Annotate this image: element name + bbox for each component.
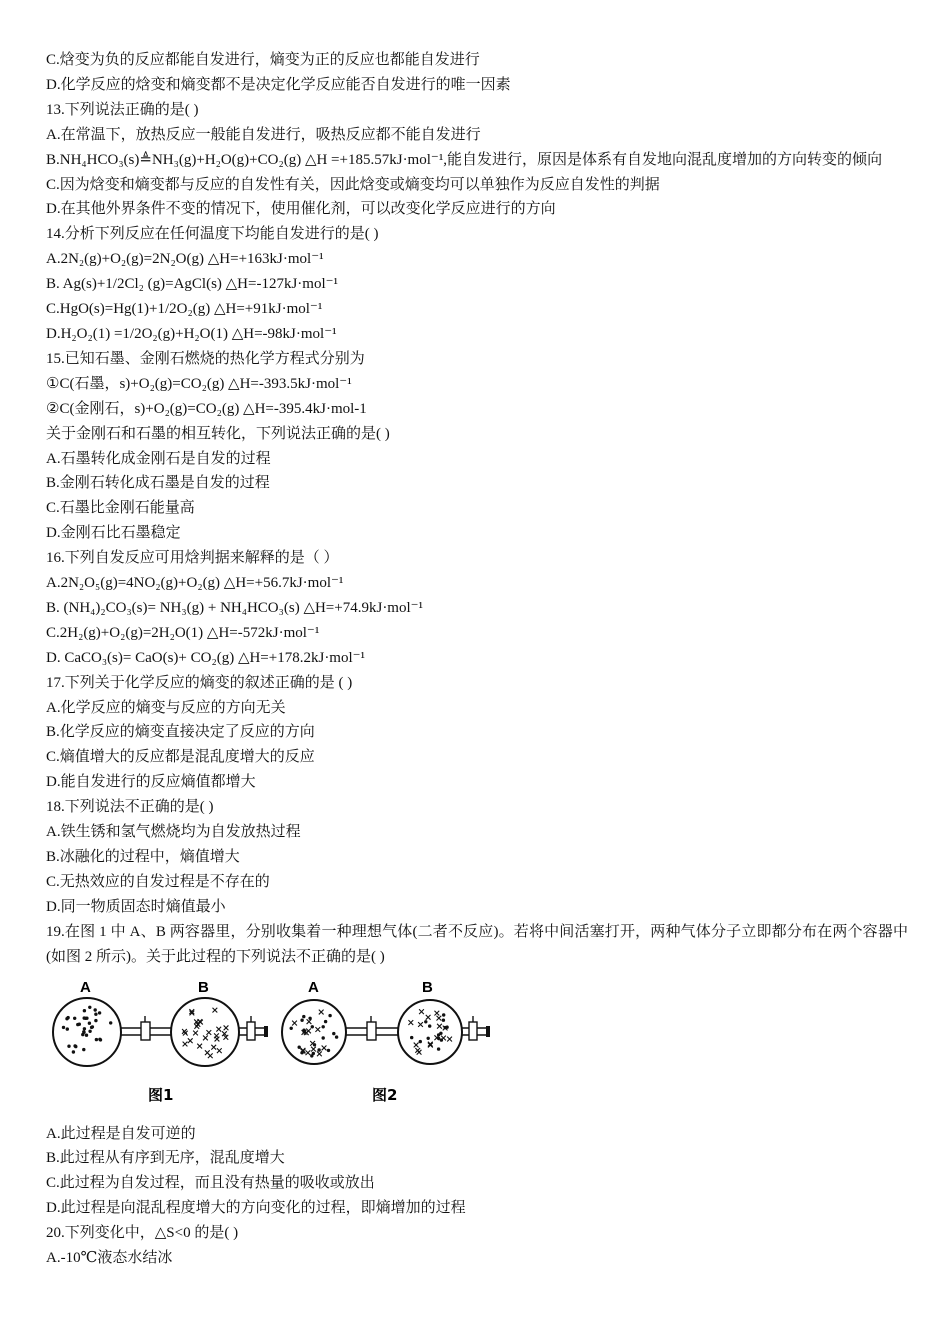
gas-molecule-dot	[95, 1037, 98, 1040]
q13-stem: 13.下列说法正确的是( )	[46, 101, 199, 118]
gas-molecule-dot	[73, 1044, 76, 1047]
gas-molecule-dot	[62, 1025, 65, 1028]
gas-molecule-cross	[182, 1029, 187, 1034]
fig2-label-b: B	[422, 978, 433, 996]
gas-molecule-cross	[197, 1043, 202, 1048]
gas-molecule-dot	[302, 1014, 305, 1017]
gas-molecule-dot	[424, 1020, 427, 1023]
gas-molecule-cross	[414, 1042, 419, 1047]
q14-option-d: D.H₂O₂(1) =1/2O₂(g)+H₂O(1) △H=-98kJ·mol⁻¹	[46, 325, 337, 342]
gas-molecule-dot	[94, 1008, 97, 1011]
q17-option-c: C.熵值增大的反应都是混乱度增大的反应	[46, 749, 315, 766]
fig1-label-b: B	[198, 978, 209, 996]
q16-option-a: A.2N₂O₅(g)=4NO₂(g)+O₂(g) △H=+56.7kJ·mol⁻¹	[46, 575, 344, 592]
q18-option-b: B.冰融化的过程中，熵值增大	[46, 849, 240, 865]
q15-question: 关于金刚石和石墨的相互转化，下列说法正确的是( )	[46, 425, 390, 442]
gas-molecule-dot	[335, 1035, 338, 1038]
gas-molecule-cross	[212, 1007, 217, 1012]
gas-diffusion-figure	[46, 972, 908, 1112]
fig1-gas-a-molecules	[62, 1005, 113, 1053]
gas-molecule-cross	[418, 1022, 423, 1027]
gas-molecule-dot	[437, 1047, 440, 1050]
fig1-container-a	[53, 998, 121, 1066]
gas-molecule-cross	[292, 1020, 297, 1025]
gas-molecule-cross	[434, 1010, 439, 1015]
gas-molecule-cross	[193, 1030, 198, 1035]
gas-molecule-dot	[290, 1026, 293, 1029]
gas-molecule-cross	[206, 1030, 211, 1035]
q19-option-a: A.此过程是自发可逆的	[46, 1125, 196, 1142]
fig2-label-a: A	[308, 978, 319, 996]
q15-equation-1: ①C(石墨，s)+O₂(g)=CO₂(g) △H=-393.5kJ·mol⁻¹	[46, 375, 352, 392]
gas-molecule-cross	[317, 1051, 322, 1056]
fig2-stopcock	[367, 1016, 376, 1040]
q19-option-d: D.此过程是向混乱程度增大的方向变化的过程，即熵增加的过程	[46, 1200, 466, 1217]
gas-molecule-cross	[183, 1030, 188, 1035]
gas-molecule-dot	[82, 1030, 85, 1033]
gas-molecule-dot	[317, 1048, 320, 1051]
q18-option-a: A.铁生锈和氢气燃烧均为自发放热过程	[46, 824, 301, 841]
gas-molecule-cross	[447, 1036, 452, 1041]
gas-molecule-dot	[66, 1015, 69, 1018]
gas-molecule-dot	[427, 1036, 430, 1039]
fig2-container-b	[398, 1000, 462, 1064]
q15-option-a: A.石墨转化成金刚石是自发的过程	[46, 450, 271, 467]
fig2-outlet-valve	[469, 1016, 477, 1040]
fig1-caption: 图1	[148, 1085, 174, 1104]
gas-molecule-dot	[88, 1029, 91, 1032]
gas-molecule-cross	[188, 1038, 193, 1043]
q19-option-b: B.此过程从有序到无序，混乱度增大	[46, 1150, 285, 1167]
gas-molecule-cross	[306, 1050, 311, 1055]
q15-stem: 15.已知石墨、金刚石燃烧的热化学方程式分别为	[46, 350, 365, 367]
gas-molecule-dot	[428, 1024, 431, 1027]
gas-molecule-dot	[98, 1011, 101, 1014]
q18-stem: 18.下列说法不正确的是( )	[46, 799, 214, 816]
gas-molecule-cross	[203, 1035, 208, 1040]
gas-molecule-dot	[328, 1013, 331, 1016]
fig1-label-a: A	[80, 978, 91, 996]
gas-molecule-dot	[88, 1005, 91, 1008]
gas-molecule-dot	[83, 1027, 86, 1030]
gas-molecule-cross	[408, 1020, 413, 1025]
gas-molecule-dot	[419, 1039, 422, 1042]
q14-option-c: C.HgO(s)=Hg(1)+1/2O₂(g) △H=+91kJ·mol⁻¹	[46, 301, 323, 318]
q19-stem: 19.在图 1 中 A、B 两容器里，分别收集着一种理想气体(二者不反应)。若将中间活塞打开，两种气体分子立即都分布在两个容器中(如图 2 所示)。关于此过程的下列说法不正确的是( )	[46, 923, 908, 965]
gas-molecule-cross	[419, 1009, 424, 1014]
q13-option-a: A.在常温下，放热反应一般能自发进行，吸热反应都不能自发进行	[46, 126, 481, 143]
fig1-outlet-valve	[247, 1016, 255, 1040]
gas-molecule-cross	[315, 1027, 320, 1032]
fig1-gas-b-molecules	[182, 1007, 228, 1057]
gas-molecule-dot	[442, 1018, 445, 1021]
gas-molecule-dot	[94, 1012, 97, 1015]
q14-stem: 14.分析下列反应在任何温度下均能自发进行的是( )	[46, 226, 379, 243]
q19-option-c: C.此过程为自发过程，而且没有热量的吸收或放出	[46, 1175, 375, 1192]
q15-option-b: B.金刚石转化成石墨是自发的过程	[46, 475, 270, 492]
gas-molecule-dot	[84, 1016, 87, 1019]
q12-option-d: D.化学反应的焓变和熵变都不是决定化学反应能否自发进行的唯一因素	[46, 76, 511, 93]
gas-molecule-cross	[426, 1014, 431, 1019]
gas-molecule-cross	[217, 1048, 222, 1053]
gas-molecule-cross	[319, 1009, 324, 1014]
q16-option-d: D. CaCO₃(s)= CaO(s)+ CO₂(g) △H=+178.2kJ·mol⁻¹	[46, 649, 366, 666]
gas-molecule-cross	[216, 1026, 221, 1031]
document-page	[46, 48, 908, 1271]
q20-stem: 20.下列变化中，△S<0 的是( )	[46, 1225, 239, 1242]
q14-option-a: A.2N₂(g)+O₂(g)=2N₂O(g) △H=+163kJ·mol⁻¹	[46, 251, 324, 268]
q17-stem: 17.下列关于化学反应的熵变的叙述正确的是 ( )	[46, 674, 353, 691]
gas-molecule-cross	[211, 1044, 216, 1049]
gas-molecule-dot	[94, 1018, 97, 1021]
gas-molecule-dot	[322, 1025, 325, 1028]
gas-molecule-dot	[324, 1019, 327, 1022]
gas-molecule-cross	[311, 1046, 316, 1051]
q16-option-b: B. (NH₄)₂CO₃(s)= NH₃(g) + NH₄HCO₃(s) △H=+74.9kJ·mol⁻¹	[46, 599, 424, 616]
q18-option-c: C.无热效应的自发过程是不存在的	[46, 873, 270, 890]
gas-molecule-dot	[67, 1044, 70, 1047]
gas-molecule-dot	[442, 1013, 445, 1016]
q15-option-c: C.石墨比金刚石能量高	[46, 500, 195, 517]
gas-molecule-dot	[98, 1037, 101, 1040]
gas-molecule-dot	[73, 1016, 76, 1019]
gas-molecule-dot	[311, 1025, 314, 1028]
gas-molecule-dot	[83, 1009, 86, 1012]
gas-molecule-cross	[437, 1023, 442, 1028]
gas-molecule-dot	[109, 1021, 112, 1024]
fig2-container-b-molecules	[408, 1009, 452, 1054]
gas-diffusion-diagram	[50, 972, 510, 1112]
q16-stem: 16.下列自发反应可用焓判据来解释的是（ ）	[46, 550, 339, 567]
gas-molecule-dot	[300, 1018, 303, 1021]
gas-molecule-dot	[85, 1033, 88, 1036]
gas-molecule-cross	[224, 1025, 229, 1030]
fig1-container-b	[171, 998, 239, 1066]
q20-option-a: A.-10℃液态水结冰	[46, 1250, 173, 1267]
gas-molecule-cross	[322, 1045, 327, 1050]
gas-molecule-cross	[183, 1041, 188, 1046]
q12-option-c: C.焓变为负的反应都能自发进行，熵变为正的反应也都能自发进行	[46, 52, 480, 68]
gas-molecule-dot	[88, 1021, 91, 1024]
gas-molecule-dot	[66, 1027, 69, 1030]
gas-molecule-dot	[76, 1022, 79, 1025]
gas-molecule-dot	[91, 1025, 94, 1028]
q18-option-d: D.同一物质固态时熵值最小	[46, 898, 226, 915]
gas-molecule-dot	[410, 1035, 413, 1038]
figure-1	[53, 979, 268, 1104]
q14-option-b: B. Ag(s)+1/2Cl₂ (g)=AgCl(s) △H=-127kJ·mol⁻¹	[46, 276, 339, 293]
gas-molecule-dot	[332, 1031, 335, 1034]
q15-equation-2: ②C(金刚石，s)+O₂(g)=CO₂(g) △H=-395.4kJ·mol-1	[46, 400, 367, 417]
gas-molecule-dot	[322, 1036, 325, 1039]
q13-option-d: D.在其他外界条件不变的情况下，使用催化剂，可以改变化学反应进行的方向	[46, 201, 556, 218]
gas-molecule-cross	[307, 1019, 312, 1024]
gas-molecule-cross	[215, 1036, 220, 1041]
q13-option-c: C.因为焓变和熵变都与反应的自发性有关，因此焓变或熵变均可以单独作为反应自发性的判据	[46, 176, 660, 193]
q17-option-d: D.能自发进行的反应熵值都增大	[46, 774, 256, 791]
gas-molecule-cross	[415, 1048, 420, 1053]
fig2-container-a-molecules	[290, 1009, 339, 1057]
gas-molecule-cross	[441, 1035, 446, 1040]
gas-molecule-dot	[72, 1050, 75, 1053]
q13-option-b: B.NH₄HCO₃(s)≜NH₃(g)+H₂O(g)+CO₂(g) △H =+185.57kJ·mol⁻¹,能自发进行，原因是体系有自发地向混乱度增加的方向转变的倾向	[46, 151, 883, 168]
figure-2	[282, 979, 490, 1104]
q17-option-b: B.化学反应的熵变直接决定了反应的方向	[46, 724, 315, 741]
fig1-stopcock	[141, 1016, 150, 1040]
gas-molecule-cross	[436, 1015, 441, 1020]
fig2-caption: 图2	[372, 1085, 398, 1104]
q17-option-a: A.化学反应的熵变与反应的方向无关	[46, 699, 286, 716]
gas-molecule-cross	[205, 1050, 210, 1055]
gas-molecule-dot	[327, 1048, 330, 1051]
q15-option-d: D.金刚石比石墨稳定	[46, 525, 181, 542]
gas-molecule-dot	[82, 1047, 85, 1050]
q16-option-c: C.2H₂(g)+O₂(g)=2H₂O(1) △H=-572kJ·mol⁻¹	[46, 624, 320, 641]
